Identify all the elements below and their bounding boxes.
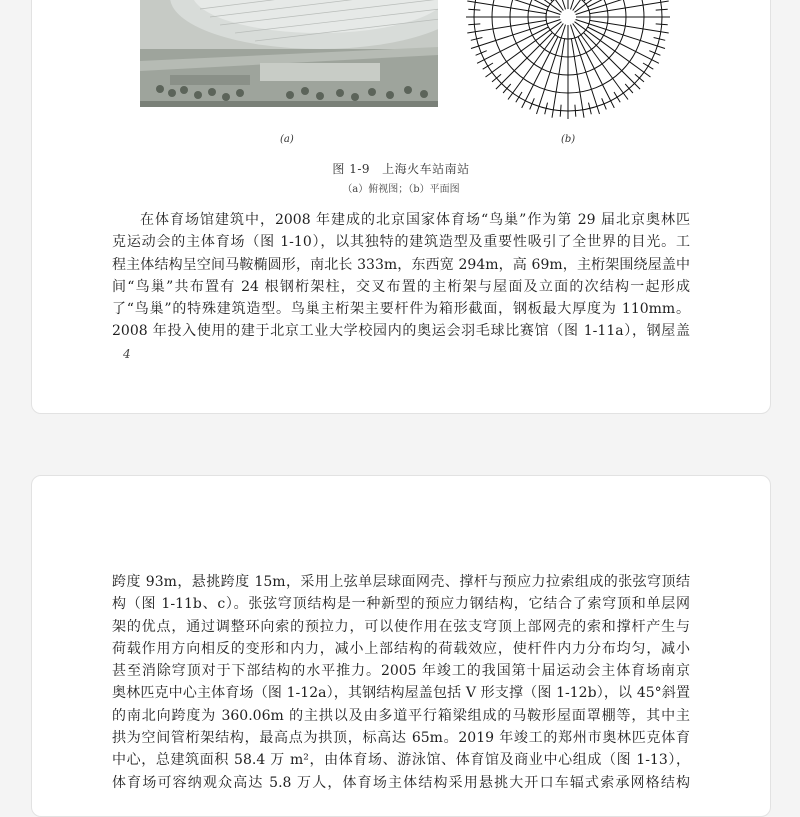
figure-title: 上海火车站南站 <box>382 162 470 176</box>
text-line: 中心，总建筑面积 58.4 万 m²，由体育场、游泳馆、体育馆及商业中心组成（图 1-13）， <box>112 752 690 769</box>
text-line: 拱为空间管桁架结构，最高点为拱顶，标高达 65m。2019 年竣工的郑州市奥林匹克体育 <box>112 730 690 747</box>
text-line: 甚至消除穹顶对于下部结构的水平推力。2005 年竣工的我国第十届运动会主体育场南京 <box>112 663 690 680</box>
text-line: 了“鸟巢”的特殊建筑造型。鸟巢主桁架主要杆件为箱形截面，钢板最大厚度为 110mm。 <box>112 301 690 318</box>
plan-spoke <box>590 20 669 33</box>
plan-tick <box>476 51 487 56</box>
plan-tick <box>649 51 660 56</box>
text-line: 的南北向跨度为 360.06m 的主拱以及由多道平行箱梁组成的马鞍形屋面罩棚等，其中主 <box>112 707 690 724</box>
plan-tick <box>625 84 633 93</box>
figure-caption <box>32 160 770 177</box>
plan-tick <box>602 98 607 109</box>
plan-spoke <box>573 24 628 100</box>
text-line: 2008 年投入使用的建于北京工业大学校园内的奥运会羽毛球比赛馆（图 1-11a），钢屋盖 <box>112 323 690 340</box>
plan-tick <box>468 9 480 10</box>
station-aerial-photo <box>140 0 438 107</box>
plan-tick <box>468 24 480 25</box>
plan-tick <box>492 74 501 82</box>
plan-tick <box>560 105 561 117</box>
body-paragraph <box>112 571 690 794</box>
plan-tick <box>614 92 620 102</box>
page-2 <box>31 475 771 817</box>
plan-spoke <box>575 22 651 77</box>
text-line: 构（图 1-11b、c）。张弦穹顶结构是一种新型的预应力钢结构，它结合了索穹顶和单层网 <box>112 596 690 613</box>
plan-tick <box>483 63 493 69</box>
plan-spoke <box>467 1 546 14</box>
plan-tick <box>643 63 653 69</box>
text-line: 程主体结构呈空间马鞍椭圆形，南北长 333m，东西宽 294m，高 69m，主桁架围绕屋盖中 <box>112 256 690 273</box>
plan-spoke <box>467 20 546 33</box>
plan-tick <box>575 105 576 117</box>
page-1 <box>31 0 771 414</box>
text-line: 克运动会的主体育场（图 1-10），以其独特的建筑造型及重要性吸引了全世界的目光。工 <box>112 234 690 251</box>
station-plan-drawing <box>464 0 672 129</box>
plan-spoke <box>486 22 562 77</box>
plan-spoke <box>584 0 641 1</box>
subfigure-label-b: (b) <box>561 134 576 145</box>
body-paragraph <box>112 209 690 343</box>
plan-tick <box>656 24 668 25</box>
plan-tick <box>656 9 668 10</box>
text-line: 架的优点，通过调整环向索的预拉力，可以使作用在弦支穹顶上部网壳的索和撑杆产生与 <box>112 618 690 635</box>
plan-tick <box>635 74 644 82</box>
subfigure-label-a: (a) <box>280 134 294 145</box>
text-line: 荷载作用方向相反的变形和内力，减小上部结构的荷载效应，使杆件内力分布均匀，减小 <box>112 640 690 657</box>
plan-tick <box>516 92 522 102</box>
text-line: 间“鸟巢”共布置有 24 根钢桁架柱，交叉布置的主桁架与屋面及立面的次结构一起形成 <box>112 278 690 295</box>
text-line: 跨度 93m，悬挑跨度 15m，采用上弦单层球面网壳、撑杆与预应力拉索组成的张弦穹顶结 <box>112 574 690 590</box>
text-line: 奥林匹克中心主体育场（图 1-12a），其钢结构屋盖包括 V 形支撑（图 1-12b），以 45°斜置 <box>112 685 690 702</box>
plan-spoke <box>584 33 641 90</box>
plan-tick <box>530 98 535 109</box>
text-line: 在体育场馆建筑中，2008 年建成的北京国家体育场“鸟巢”作为第 29 届北京奥林匹 <box>140 212 690 228</box>
plan-spoke <box>571 39 584 118</box>
figure-subcaption: （a）俯视图；（b）平面图 <box>342 184 460 195</box>
figure-number: 图 1-9 <box>332 162 371 176</box>
plan-spoke <box>590 1 669 14</box>
plan-spoke <box>496 33 553 90</box>
plan-spoke <box>552 39 565 118</box>
plan-tick <box>503 84 511 93</box>
page-number: 4 <box>123 347 131 361</box>
text-line: 体育场可容纳观众高达 5.8 万人，体育场主体结构采用悬挑大开口车辐式索承网格结构 <box>112 774 690 791</box>
plan-spoke <box>496 0 553 1</box>
plan-spoke <box>508 24 563 100</box>
